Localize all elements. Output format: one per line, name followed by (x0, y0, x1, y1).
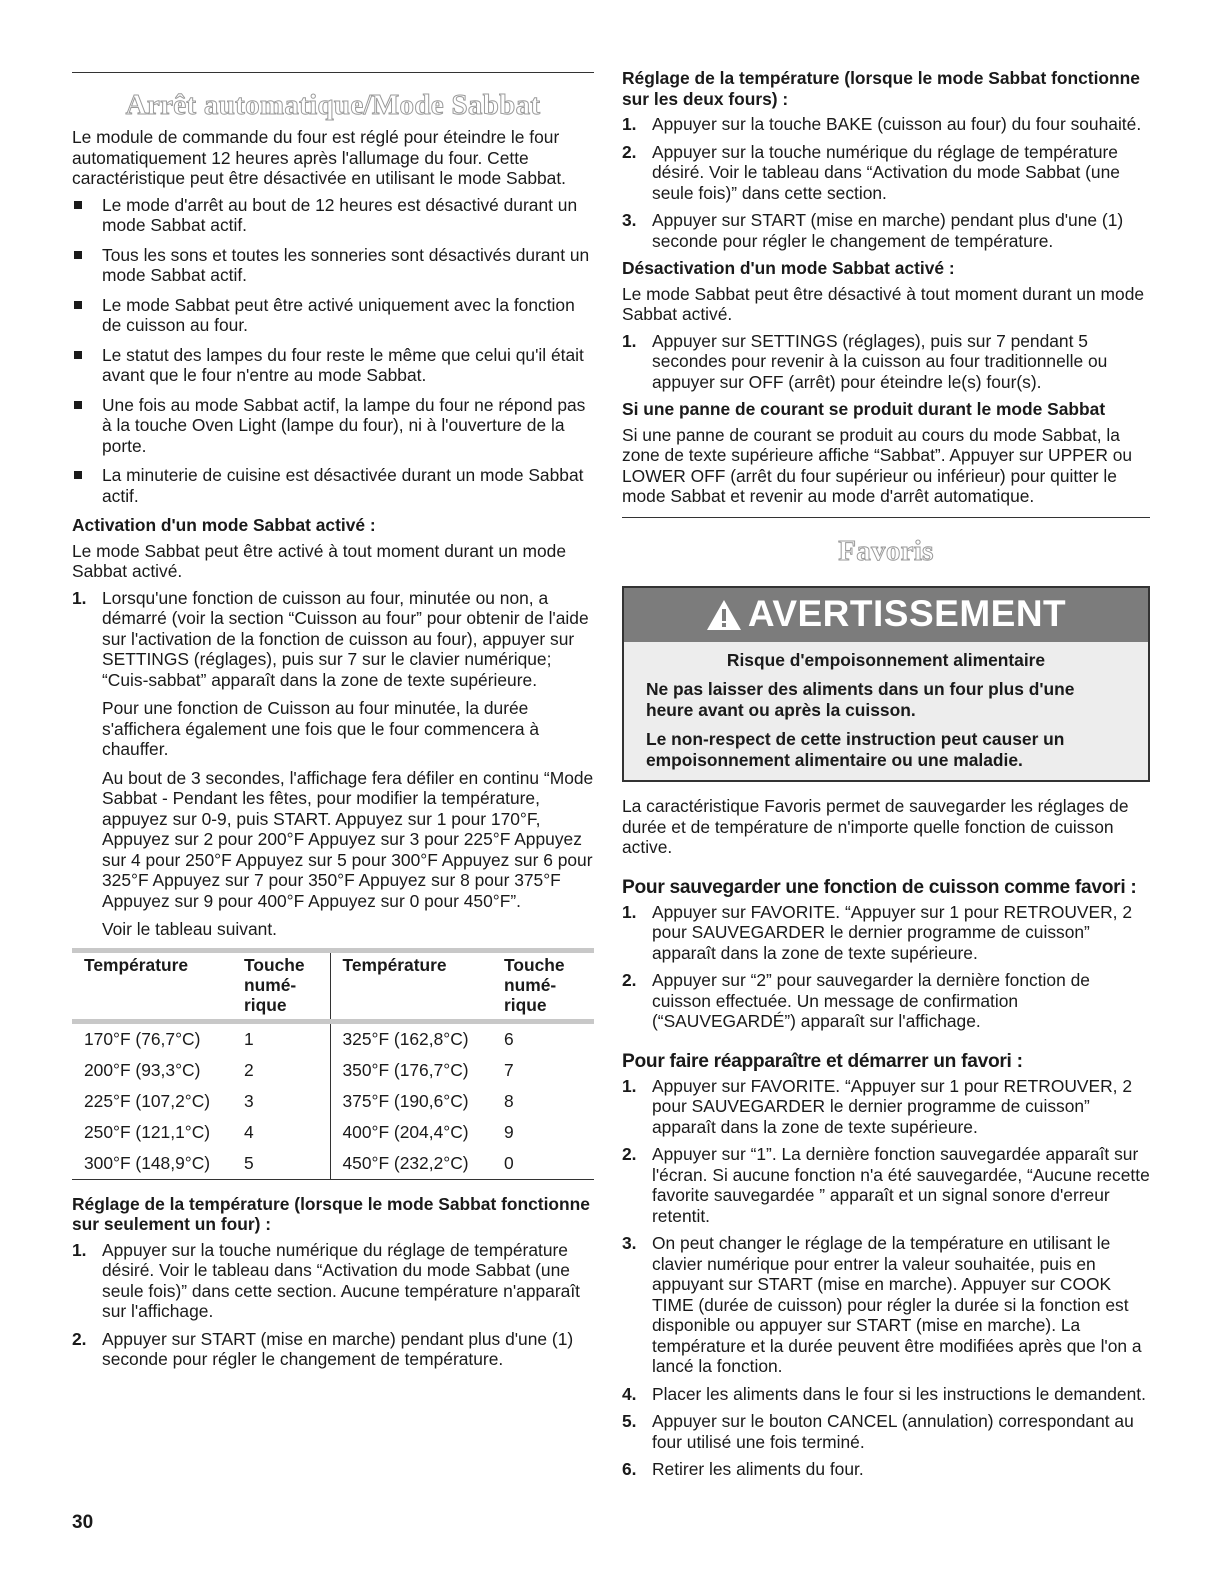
activation-intro: Le mode Sabbat peut être activé à tout moment durant un mode Sabbat activé. (72, 540, 567, 581)
table-header-cell: Touche numé- rique (244, 954, 305, 1015)
activation-steps (72, 588, 594, 940)
step-item (72, 1329, 594, 1370)
step-text: Appuyer sur FAVORITE. “Appuyer sur 1 pour RETROUVER, 2 pour SAUVEGARDER le dernier programme de cuisson” apparaît dans la zone de texte supérieure. (652, 1075, 1133, 1137)
step-text: Appuyer sur SETTINGS (réglages), puis sur 7 pendant 5 secondes pour revenir à la cuisson au four traditionnelle ou appuyer sur OFF (arrêt) pour éteindre le(s) four(s). (652, 330, 1108, 392)
deactivation-intro: Le mode Sabbat peut être désactivé à tout moment durant un mode Sabbat activé. (622, 283, 1145, 324)
step-number: 2. (622, 1144, 637, 1164)
step-number: 3. (622, 1233, 637, 1253)
table-row (72, 1117, 594, 1148)
right-column (622, 0, 1150, 1487)
both-ovens-heading: Réglage de la température (lorsque le mode Sabbat fonctionne sur les deux fours) : (622, 68, 1140, 109)
sabbat-intro: Le module de commande du four est réglé pour éteindre le four automatiquement 12 heures après l'allumage du four. Cette caractéristique peut être désactivée en utilisant le mode Sabbat. (72, 127, 566, 188)
step-item (622, 1411, 1150, 1452)
step-text: Placer les aliments dans le four si les instructions le demandent. (652, 1383, 1146, 1404)
table-cell: 450°F (232,2°C) (330, 1148, 492, 1180)
table-cell: 375°F (190,6°C) (330, 1086, 492, 1117)
table-cell: 400°F (204,4°C) (330, 1117, 492, 1148)
table-cell: 325°F (162,8°C) (330, 1021, 492, 1055)
step-text: Appuyer sur la touche numérique du réglage de température désiré. Voir le tableau dans “Activation du mode Sabbat (une seule fois)” dans cette section. Aucune température n'apparaît sur l'affichage. (102, 1239, 580, 1321)
table-cell: 300°F (148,9°C) (84, 1153, 211, 1174)
table-cell: 4 (244, 1122, 254, 1143)
both-ovens-steps (622, 114, 1150, 251)
step-text: Appuyer sur la touche BAKE (cuisson au four) du four souhaité. (652, 114, 1142, 134)
step-item (72, 588, 594, 940)
step-item (622, 331, 1150, 393)
bullet-item: Le mode Sabbat peut être activé uniquement avec la fonction de cuisson au four. (72, 295, 594, 336)
section-title-favorites: Favoris (838, 534, 934, 567)
table-header-cell: Température (84, 954, 189, 975)
step-item (622, 142, 1150, 204)
step-number: 1. (622, 1075, 637, 1096)
deactivation-steps (622, 331, 1150, 393)
table-cell: 5 (244, 1153, 254, 1174)
bullet-item: Tous les sons et toutes les sonneries sont désactivés durant un mode Sabbat actif. (72, 245, 594, 286)
save-favorite-heading: Pour sauvegarder une fonction de cuisson comme favori : (622, 876, 1137, 898)
top-rule (72, 72, 594, 73)
step-item (622, 902, 1150, 964)
table-cell: 3 (244, 1091, 254, 1112)
step-item (622, 1384, 1150, 1405)
step-text: Retirer les aliments du four. (652, 1459, 864, 1479)
table-cell: 170°F (76,7°C) (84, 1029, 201, 1050)
step-text: Appuyer sur START (mise en marche) pendant plus d'une (1) seconde pour régler le changement de température. (102, 1328, 574, 1369)
temperature-table (72, 948, 594, 1180)
step-item (622, 1233, 1150, 1377)
step-number: 1. (72, 1239, 87, 1260)
table-cell: 200°F (93,3°C) (84, 1060, 201, 1081)
step-item (622, 114, 1150, 135)
step-number: 3. (622, 210, 637, 230)
step-number: 2. (622, 141, 637, 162)
warning-line: Le non-respect de cette instruction peut causer un empoisonnement alimentaire ou une maladie. (646, 729, 1065, 770)
table-cell: 6 (504, 1029, 514, 1050)
table-row (72, 1021, 594, 1055)
table-cell: 350°F (176,7°C) (330, 1055, 492, 1086)
one-oven-steps (72, 1240, 594, 1370)
step-number: 2. (622, 970, 637, 990)
table-header-cell: Touche numé- rique (504, 954, 565, 1015)
table-cell: 0 (504, 1153, 514, 1174)
activation-heading: Activation d'un mode Sabbat activé : (72, 515, 376, 535)
step-paragraph: Voir le tableau suivant. (102, 919, 277, 939)
warning-body (624, 642, 1148, 781)
one-oven-heading: Réglage de la température (lorsque le mode Sabbat fonctionne sur seulement un four) : (72, 1193, 590, 1234)
step-number: 1. (622, 114, 637, 134)
warning-line: Risque d'empoisonnement alimentaire (726, 649, 1046, 670)
table-cell: 250°F (121,1°C) (84, 1122, 211, 1143)
step-number: 1. (622, 330, 637, 351)
recall-favorite-steps (622, 1076, 1150, 1480)
table-cell: 7 (504, 1060, 514, 1081)
table-cell: 2 (244, 1060, 254, 1081)
warning-banner-text: AVERTISSEMENT (747, 593, 1067, 635)
step-number: 5. (622, 1411, 637, 1431)
table-cell: 225°F (107,2°C) (84, 1091, 211, 1112)
save-favorite-steps (622, 902, 1150, 1032)
section-title-sabbat: Arrêt automatique/Mode Sabbat (125, 89, 541, 121)
step-text: Appuyer sur “2” pour sauvegarder la dernière fonction de cuisson effectuée. Un message de confirmation (“SAUVEGARDÉ”) apparaît sur l'affichage. (652, 970, 1090, 1031)
step-item (72, 1240, 594, 1322)
table-row (72, 1148, 594, 1180)
warning-line: Ne pas laisser des aliments dans un four plus d'une heure avant ou après la cuisson. (646, 679, 1075, 720)
table-cell: 8 (504, 1091, 514, 1112)
warning-banner (624, 588, 1148, 642)
bullet-item: Une fois au mode Sabbat actif, la lampe du four ne répond pas à la touche Oven Light (lampe du four), ni à l'ouverture de la porte. (72, 395, 594, 457)
power-failure-text: Si une panne de courant se produit au cours du mode Sabbat, la zone de texte supérieure affiche “Sabbat”. Appuyer sur UPPER ou LOWER OFF (arrêt du four supérieur ou inférieur) pour quitter le mode Sabbat et revenir au mode d'arrêt automatique. (622, 424, 1133, 506)
favorites-rule (622, 517, 1150, 518)
step-item (622, 1144, 1150, 1226)
warning-box (622, 586, 1150, 783)
table-cell: 1 (244, 1029, 254, 1050)
recall-favorite-heading: Pour faire réapparaître et démarrer un favori : (622, 1050, 1023, 1072)
bullet-item: Le statut des lampes du four reste le même que celui qu'il était avant que le four n'entre au mode Sabbat. (72, 345, 594, 386)
step-number: 4. (622, 1383, 637, 1404)
step-number: 2. (72, 1328, 87, 1349)
step-text: Appuyer sur FAVORITE. “Appuyer sur 1 pour RETROUVER, 2 pour SAUVEGARDER le dernier programme de cuisson” apparaît dans la zone de texte supérieure. (652, 901, 1133, 963)
step-text: Appuyer sur START (mise en marche) pendant plus d'une (1) seconde pour régler le changement de température. (652, 210, 1124, 251)
power-failure-heading: Si une panne de courant se produit durant le mode Sabbat (622, 399, 1106, 419)
step-paragraph: Au bout de 3 secondes, l'affichage fera défiler en continu “Mode Sabbat - Pendant les fêtes, pour modifier la température, appuyez sur 0-9, puis START. Appuyez sur 1 pour 170°F, Appuyez sur 2 pour 200°F Appuyez sur 3 pour 225°F Appuyez sur 4 pour 250°F Appuyez sur 5 pour 300°F Appuyez sur 6 pour 325°F Appuyez sur 7 pour 350°F Appuyez sur 8 pour 375°F Appuyez sur 9 pour 400°F Appuyez sur 0 pour 450°F”. (102, 767, 594, 911)
step-item (622, 210, 1150, 251)
page-number: 30 (72, 1512, 94, 1533)
sabbat-bullet-list (72, 195, 594, 507)
step-text: On peut changer le réglage de la température en utilisant le clavier numérique pour entrer la valeur souhaitée, puis en appuyant sur START (mise en marche). Appuyer sur COOK TIME (durée de cuisson) pour régler la durée si la fonction est disponible ou appuyer sur START (mise en marche). La température et la durée peuvent être modifiées après que l'on a lancé la fonction. (652, 1233, 1142, 1376)
step-text: Appuyer sur la touche numérique du réglage de température désiré. Voir le tableau dans “Activation du mode Sabbat (une seule fois)” dans cette section. (652, 141, 1120, 203)
step-item (622, 1459, 1150, 1480)
bullet-item: La minuterie de cuisine est désactivée durant un mode Sabbat actif. (72, 465, 594, 506)
table-header-cell: Température (330, 950, 492, 1021)
step-number: 1. (72, 587, 87, 608)
favorites-intro: La caractéristique Favoris permet de sauvegarder les réglages de durée et de température de n'importe quelle fonction de cuisson active. (622, 796, 1129, 857)
step-item (622, 970, 1150, 1032)
bullet-item: Le mode d'arrêt au bout de 12 heures est désactivé durant un mode Sabbat actif. (72, 195, 594, 236)
warning-triangle-icon (706, 599, 742, 631)
step-number: 6. (622, 1459, 637, 1479)
step-item (622, 1076, 1150, 1138)
table-row (72, 1086, 594, 1117)
table-cell: 9 (504, 1122, 514, 1143)
step-paragraph: Pour une fonction de Cuisson au four minutée, la durée s'affichera également une fois que le four commencera à chauffer. (102, 698, 540, 759)
step-text: Appuyer sur le bouton CANCEL (annulation) correspondant au four utilisé une fois terminé. (652, 1411, 1134, 1452)
step-number: 1. (622, 901, 637, 922)
left-column (72, 0, 594, 1377)
step-paragraph: Lorsqu'une fonction de cuisson au four, minutée ou non, a démarré (voir la section “Cuisson au four” pour obtenir de l'aide sur l'activation de la fonction de cuisson au four), appuyer sur SETTINGS (réglages), puis sur 7 sur le clavier numérique; “Cuis-sabbat” apparaît dans la zone de texte supérieure. (102, 587, 589, 690)
step-text: Appuyer sur “1”. La dernière fonction sauvegardée apparaît sur l'écran. Si aucune fonction n'a été sauvegardée, “Aucune recette favorite sauvegardée ” apparaît et un signal sonore d'erreur retentit. (652, 1144, 1150, 1226)
table-row (72, 1055, 594, 1086)
deactivation-heading: Désactivation d'un mode Sabbat activé : (622, 258, 955, 278)
table-header-row (72, 950, 594, 1021)
